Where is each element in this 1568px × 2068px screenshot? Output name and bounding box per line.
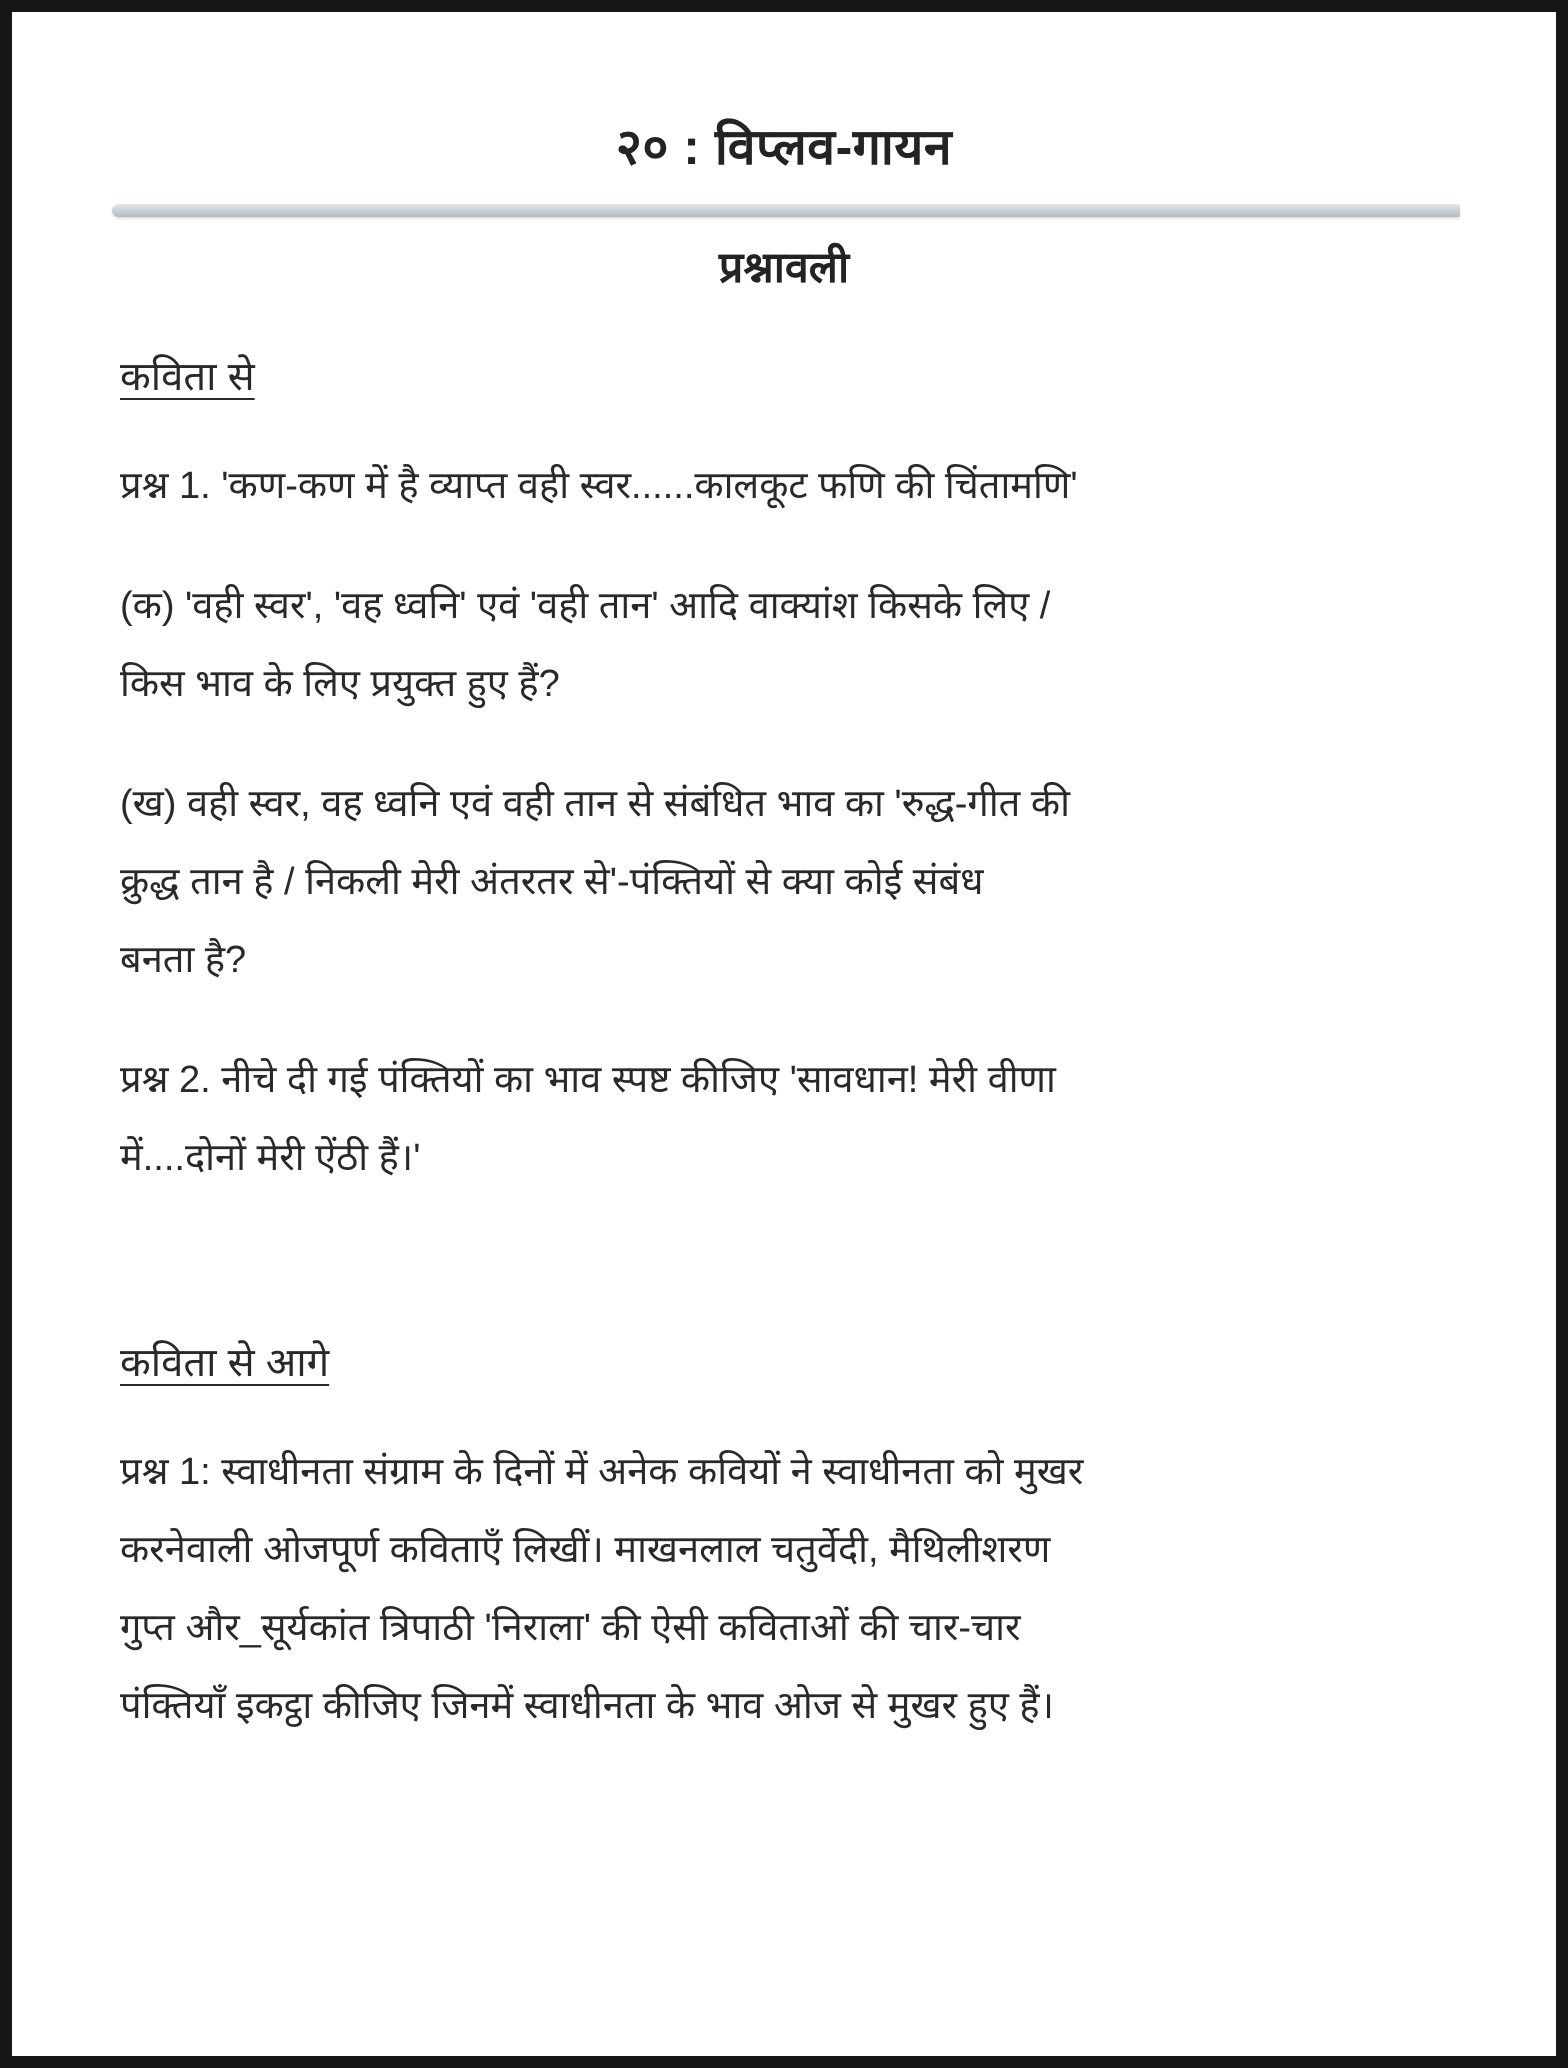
text-line: प्रश्न 2. नीचे दी गई पंक्तियों का भाव स्पष्ट कीजिए 'सावधान! मेरी वीणा — [120, 1059, 1056, 1101]
section-heading-kavita-se-aage: कविता से आगे — [120, 1341, 330, 1385]
page-subtitle: प्रश्नावली — [718, 244, 850, 292]
text-line: गुप्त और_सूर्यकांत त्रिपाठी 'निराला' की ऐसी कविताओं की चार-चार — [120, 1607, 1021, 1649]
text-line: करनेवाली ओजपूर्ण कविताएँ लिखीं। माखनलाल चतुर्वेदी, मैथिलीशरण — [120, 1529, 1051, 1571]
page-title: २० : विप्लव-गायन — [615, 119, 953, 175]
title-divider-rule — [112, 204, 1460, 217]
text-line: किस भाव के लिए प्रयुक्त हुए हैं? — [120, 663, 560, 705]
text-line: प्रश्न 1: स्वाधीनता संग्राम के दिनों में अनेक कवियों ने स्वाधीनता को मुखर — [120, 1451, 1084, 1493]
section2-question-1-paragraph — [120, 1433, 1461, 1745]
text-line: प्रश्न 1. 'कण-कण में है व्याप्त वही स्वर......कालकूट फणि की चिंतामणि' — [120, 465, 1078, 507]
section-kavita-se-aage — [120, 1335, 1461, 1745]
text-line: में....दोनों मेरी ऐंठी हैं।' — [120, 1137, 421, 1179]
section-kavita-se — [120, 349, 1461, 1197]
document-content — [12, 349, 1556, 1745]
text-line: बनता है? — [120, 939, 247, 981]
document-header — [12, 116, 1556, 295]
question-1-paragraph — [120, 447, 1461, 525]
text-line: (ख) वही स्वर, वह ध्वनि एवं वही तान से संबंधित भाव का 'रुद्ध-गीत की — [120, 783, 1070, 825]
question-2-paragraph — [120, 1041, 1461, 1197]
text-line: (क) 'वही स्वर', 'वह ध्वनि' एवं 'वही तान' आदि वाक्यांश किसके लिए / — [120, 585, 1051, 627]
text-line: पंक्तियाँ इकट्ठा कीजिए जिनमें स्वाधीनता के भाव ओज से मुखर हुए हैं। — [120, 1685, 1054, 1727]
section-heading-kavita-se: कविता से — [120, 355, 255, 399]
text-line: क्रुद्ध तान है / निकली मेरी अंतरतर से'-पंक्तियों से क्या कोई संबंध — [120, 861, 984, 903]
question-1a-paragraph — [120, 567, 1461, 723]
question-1b-paragraph — [120, 765, 1461, 999]
